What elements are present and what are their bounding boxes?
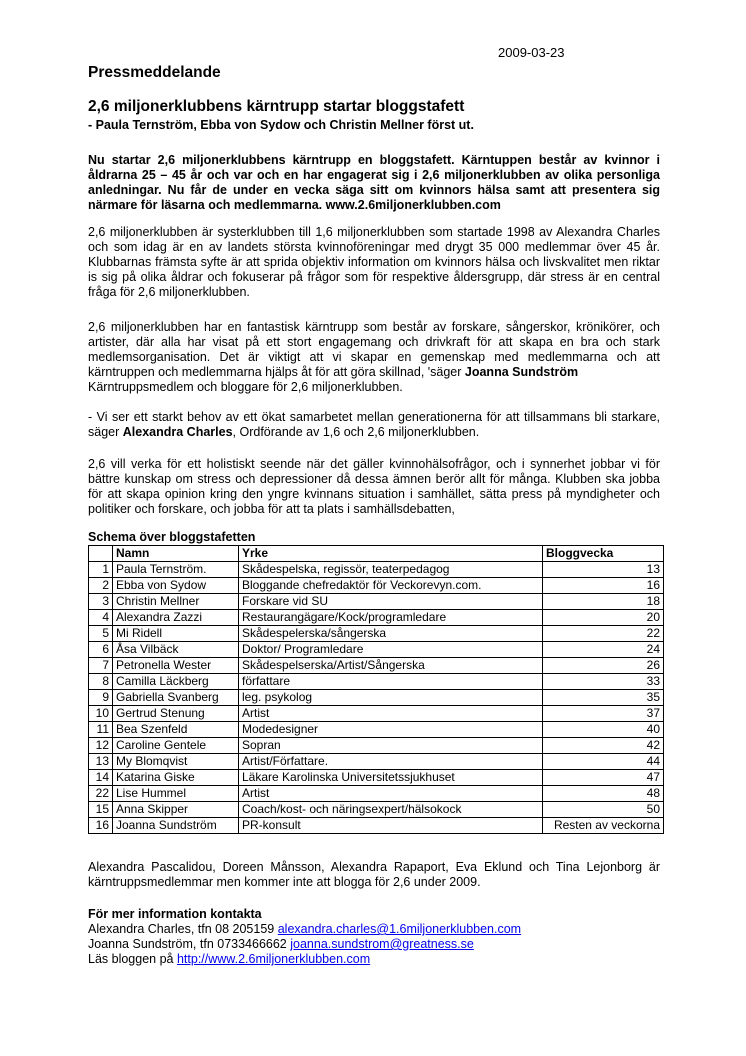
row-blog-week: 16 bbox=[543, 578, 664, 594]
header-occupation: Yrke bbox=[239, 546, 543, 562]
row-name: Caroline Gentele bbox=[113, 738, 239, 754]
paragraph-holistic: 2,6 vill verka för ett holistiskt seende när det gäller kvinnohälsofrågor, och i synnerhet jobbar vi för bättre kunskap om stress och depressioner då dessa ämnen berör allt för många. Klubben ska jobba för att skapa opinion kring den yngre kvinnans situation i samhället, sätta press på myndigheter och politiker och forskare, och jobba för att ta plats i samhällsdebatten, bbox=[88, 457, 660, 516]
row-number: 9 bbox=[89, 690, 113, 706]
table-row bbox=[89, 594, 664, 610]
row-blog-week: 48 bbox=[543, 786, 664, 802]
row-number: 7 bbox=[89, 658, 113, 674]
row-occupation: Skådespelserska/Artist/Sångerska bbox=[239, 658, 543, 674]
table-row bbox=[89, 770, 664, 786]
row-name: Alexandra Zazzi bbox=[113, 610, 239, 626]
quote-speaker-role: Kärntruppsmedlem och bloggare för 2,6 miljonerklubben. bbox=[88, 380, 403, 394]
row-occupation: PR-konsult bbox=[239, 818, 543, 834]
row-number: 8 bbox=[89, 674, 113, 690]
row-name: Ebba von Sydow bbox=[113, 578, 239, 594]
quote-speaker-name-2: Alexandra Charles bbox=[122, 425, 233, 439]
table-row bbox=[89, 610, 664, 626]
row-number: 3 bbox=[89, 594, 113, 610]
headline: 2,6 miljonerklubbens kärntrupp startar bloggstafett bbox=[88, 98, 465, 115]
row-occupation: Artist/Författare. bbox=[239, 754, 543, 770]
paragraph-quote-tail: , Ordförande av 1,6 och 2,6 miljonerklubben. bbox=[232, 425, 480, 439]
email-link-alexandra[interactable]: alexandra.charles@1.6miljonerklubben.com bbox=[277, 922, 522, 936]
contact-joanna-text: Joanna Sundström, tfn 0733466662 bbox=[88, 937, 291, 951]
row-blog-week: 18 bbox=[543, 594, 664, 610]
row-name: My Blomqvist bbox=[113, 754, 239, 770]
document-title: Pressmeddelande bbox=[88, 64, 221, 81]
lead-paragraph: Nu startar 2,6 miljonerklubbens kärntrupp en bloggstafett. Kärntuppen består av kvinnor i åldrarna 25 – 45 år och var och en har engagerat sig i 2,6 miljonerklubben av olika personliga anledningar. Nu får de under en vecka säga sitt om kvinnors hälsa samt att presentera sig närmare för läsarna och medlemmarna. www.2.6miljonerklubben.com bbox=[88, 153, 660, 212]
row-blog-week: 50 bbox=[543, 802, 664, 818]
blog-link[interactable]: http://www.2.6miljonerklubben.com bbox=[176, 952, 371, 966]
row-occupation: Artist bbox=[239, 786, 543, 802]
row-number: 2 bbox=[89, 578, 113, 594]
row-occupation: Doktor/ Programledare bbox=[239, 642, 543, 658]
row-blog-week: 20 bbox=[543, 610, 664, 626]
row-name: Anna Skipper bbox=[113, 802, 239, 818]
table-row bbox=[89, 786, 664, 802]
contact-title: För mer information kontakta bbox=[88, 907, 262, 921]
row-occupation: Coach/kost- och näringsexpert/hälsokock bbox=[239, 802, 543, 818]
row-name: Petronella Wester bbox=[113, 658, 239, 674]
table-row bbox=[89, 562, 664, 578]
table-row bbox=[89, 706, 664, 722]
quote-speaker-name: Joanna Sundström bbox=[464, 365, 579, 379]
row-name: Katarina Giske bbox=[113, 770, 239, 786]
blog-text: Läs bloggen på bbox=[88, 952, 177, 966]
row-blog-week: Resten av veckorna bbox=[543, 818, 664, 834]
row-occupation: Skådespelska, regissör, teaterpedagog bbox=[239, 562, 543, 578]
paragraph-about-club: 2,6 miljonerklubben är systerklubben till 1,6 miljonerklubben som startade 1998 av Alexandra Charles och som idag är en av landets största kvinnoföreningar med drygt 35 000 medlemmar över 45 år. Klubbarnas främsta syfte är att sprida objektiv information om kvinnors hälsa och livskvalitet men riktar is sig på olika åldrar och fokuserar på frågor som för respektive åldersgrupp, där stress är en central fråga för 2,6 miljonerklubben. bbox=[88, 225, 660, 299]
header-name: Namn bbox=[113, 546, 239, 562]
contact-alexandra-text: Alexandra Charles, tfn 08 205159 bbox=[88, 922, 278, 936]
row-name: Mi Ridell bbox=[113, 626, 239, 642]
row-blog-week: 35 bbox=[543, 690, 664, 706]
row-occupation: Restaurangägare/Kock/programledare bbox=[239, 610, 543, 626]
row-blog-week: 47 bbox=[543, 770, 664, 786]
row-number: 12 bbox=[89, 738, 113, 754]
contact-line-blog bbox=[88, 952, 370, 967]
press-release-date: 2009-03-23 bbox=[498, 45, 565, 60]
table-row bbox=[89, 690, 664, 706]
row-blog-week: 26 bbox=[543, 658, 664, 674]
row-number: 13 bbox=[89, 754, 113, 770]
row-name: Christin Mellner bbox=[113, 594, 239, 610]
row-blog-week: 24 bbox=[543, 642, 664, 658]
row-blog-week: 42 bbox=[543, 738, 664, 754]
header-blog-week: Bloggvecka bbox=[543, 546, 664, 562]
row-number: 10 bbox=[89, 706, 113, 722]
row-occupation: leg. psykolog bbox=[239, 690, 543, 706]
table-row bbox=[89, 642, 664, 658]
table-row bbox=[89, 738, 664, 754]
row-occupation: Modedesigner bbox=[239, 722, 543, 738]
row-blog-week: 44 bbox=[543, 754, 664, 770]
table-row bbox=[89, 818, 664, 834]
contact-line-alexandra bbox=[88, 922, 521, 937]
paragraph-core-team bbox=[88, 320, 660, 395]
row-blog-week: 40 bbox=[543, 722, 664, 738]
row-occupation: Sopran bbox=[239, 738, 543, 754]
row-name: Bea Szenfeld bbox=[113, 722, 239, 738]
row-number: 4 bbox=[89, 610, 113, 626]
row-name: Gabriella Svanberg bbox=[113, 690, 239, 706]
row-occupation: Artist bbox=[239, 706, 543, 722]
paragraph-core-team-text: 2,6 miljonerklubben har en fantastisk kärntrupp som består av forskare, sångerskor, krönikörer, och artister, där alla har visat på ett stort engagemang och drivkraft för att skapa en bra och stark medlemsorganisation. Det är viktigt att vi skapar en gemenskap med medlemmarna och att kärntruppen och medlemmarna hjälps åt för att göra skillnad, 'säger bbox=[88, 320, 660, 379]
email-link-joanna[interactable]: joanna.sundstrom@greatness.se bbox=[290, 937, 474, 951]
header-number bbox=[89, 546, 113, 562]
paragraph-quote-text: - Vi ser ett starkt behov av ett ökat samarbetet mellan generationerna för att tillsammans bli starkare, säger bbox=[88, 410, 660, 439]
row-blog-week: 22 bbox=[543, 626, 664, 642]
table-row bbox=[89, 578, 664, 594]
paragraph-other-members: Alexandra Pascalidou, Doreen Månsson, Alexandra Rapaport, Eva Eklund och Tina Lejonborg är kärntruppsmedlemmar men kommer inte att blogga för 2,6 under 2009. bbox=[88, 860, 660, 889]
row-name: Camilla Läckberg bbox=[113, 674, 239, 690]
row-occupation: Bloggande chefredaktör för Veckorevyn.com. bbox=[239, 578, 543, 594]
contact-line-joanna bbox=[88, 937, 474, 952]
schedule-table bbox=[88, 545, 664, 834]
table-row bbox=[89, 802, 664, 818]
row-name: Joanna Sundström bbox=[113, 818, 239, 834]
schedule-body bbox=[89, 562, 664, 834]
schedule-title: Schema över bloggstafetten bbox=[88, 530, 256, 544]
paragraph-quote bbox=[88, 410, 660, 440]
row-blog-week: 13 bbox=[543, 562, 664, 578]
row-name: Lise Hummel bbox=[113, 786, 239, 802]
table-row bbox=[89, 754, 664, 770]
table-row bbox=[89, 674, 664, 690]
row-occupation: Läkare Karolinska Universitetssjukhuset bbox=[239, 770, 543, 786]
row-number: 16 bbox=[89, 818, 113, 834]
row-number: 15 bbox=[89, 802, 113, 818]
row-number: 1 bbox=[89, 562, 113, 578]
table-row bbox=[89, 626, 664, 642]
row-occupation: Skådespelerska/sångerska bbox=[239, 626, 543, 642]
table-row bbox=[89, 722, 664, 738]
row-blog-week: 33 bbox=[543, 674, 664, 690]
subheadline: - Paula Ternström, Ebba von Sydow och Christin Mellner först ut. bbox=[88, 118, 474, 132]
row-number: 6 bbox=[89, 642, 113, 658]
row-blog-week: 37 bbox=[543, 706, 664, 722]
row-name: Paula Ternström. bbox=[113, 562, 239, 578]
row-occupation: Forskare vid SU bbox=[239, 594, 543, 610]
row-number: 22 bbox=[89, 786, 113, 802]
row-name: Åsa Vilbäck bbox=[113, 642, 239, 658]
row-number: 11 bbox=[89, 722, 113, 738]
row-occupation: författare bbox=[239, 674, 543, 690]
schedule-header-row bbox=[89, 546, 664, 562]
table-row bbox=[89, 658, 664, 674]
row-name: Gertrud Stenung bbox=[113, 706, 239, 722]
row-number: 5 bbox=[89, 626, 113, 642]
row-number: 14 bbox=[89, 770, 113, 786]
